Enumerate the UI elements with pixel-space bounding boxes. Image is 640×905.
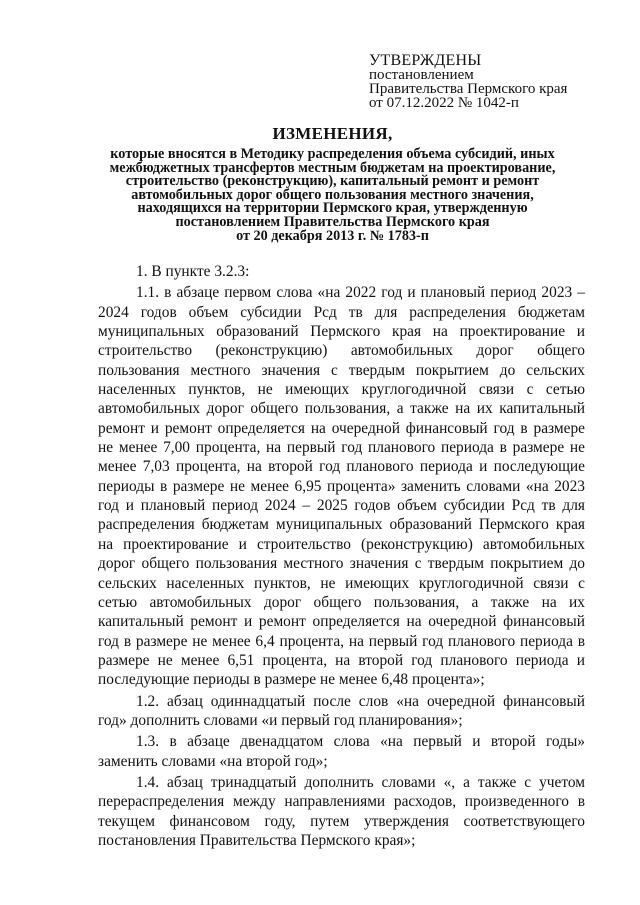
- subtitle-line-4: автомобильных дорог общего пользования местного значения,: [131, 186, 534, 203]
- document-title: [60, 123, 605, 243]
- title-subtitle: [60, 148, 605, 243]
- paragraph-1-3: 1.3. в абзаце двенадцатом слова «на первый и второй годы» заменить словами «на второй год»;: [98, 733, 585, 770]
- subtitle-line-6: постановлением Правительства Пермского края: [175, 213, 490, 230]
- paragraph-1: 1. В пункте 3.2.3:: [136, 263, 250, 280]
- subtitle-line-1: которые вносятся в Методику распределения объема субсидий, иных: [110, 146, 555, 162]
- paragraph-1-4: 1.4. абзац тринадцатый дополнить словами «, а также с учетом перераспределения между направлениями расходов, произведенного в текущем финансовом году, путем утверждения соответствующего постановления Правительства Пермского края»;: [98, 773, 585, 849]
- subtitle-line-5: находящихся на территории Пермского края, утвержденную: [137, 200, 528, 217]
- subtitle-line-7: от 20 декабря 2013 г. № 1783-п: [236, 227, 429, 244]
- approval-line-3: от 07.12.2022 № 1042-п: [369, 95, 519, 111]
- subtitle-line-2: межбюджетных трансфертов местным бюджетам на проектирование,: [109, 159, 556, 176]
- paragraph-1-2: 1.2. абзац одиннадцатый после слов «на очередной финансовый год» дополнить словами «и первый год планирования»;: [98, 692, 585, 729]
- approval-heading: УТВЕРЖДЕНЫ: [369, 52, 482, 69]
- document-body: [98, 262, 585, 850]
- subtitle-line-3: строительство (реконструкцию), капитальный ремонт и ремонт: [125, 173, 540, 190]
- approval-line-2: Правительства Пермского края: [369, 81, 568, 97]
- approval-line-1: постановлением: [369, 67, 474, 83]
- approval-stamp: [369, 54, 619, 110]
- paragraph-1-1: 1.1. в абзаце первом слова «на 2022 год и плановый период 2023 – 2024 годов объем субсидии Рсд тв для распределения бюджетам муниципальных образований Пермского края на проектирование и строительство (реконструкцию) автомобильных дорог общего пользования местного значения с твердым покрытием до сельских населенных пунктов, не имеющих круглогодичной связи с сетью автомобильных дорог общего пользования, а также на их капитальный ремонт и ремонт определяется на очередной финансовый год в размере не менее 7,00 процента, на первый год планового периода в размере не менее 7,03 процента, на второй год планового периода и последующие периоды в размере не менее 6,95 процента» заменить словами «на 2023 год и плановый период 2024 – 2025 годов объем субсидии Рсд тв для распределения бюджетам муниципальных образований Пермского края на проектирование и строительство (реконструкцию) автомобильных дорог общего пользования местного значения с твердым покрытием до сельских населенных пунктов, не имеющих круглогодичной связи с сетью автомобильных дорог общего пользования, а также на их капитальный ремонт и ремонт определяется на очередной финансовый год в размере не менее 6,4 процента, на первый год планового периода в размере не менее 6,51 процента, на второй год планового периода и последующие периоды в размере не менее 6,48 процента»;: [98, 284, 585, 689]
- title-main: ИЗМЕНЕНИЯ,: [272, 124, 393, 143]
